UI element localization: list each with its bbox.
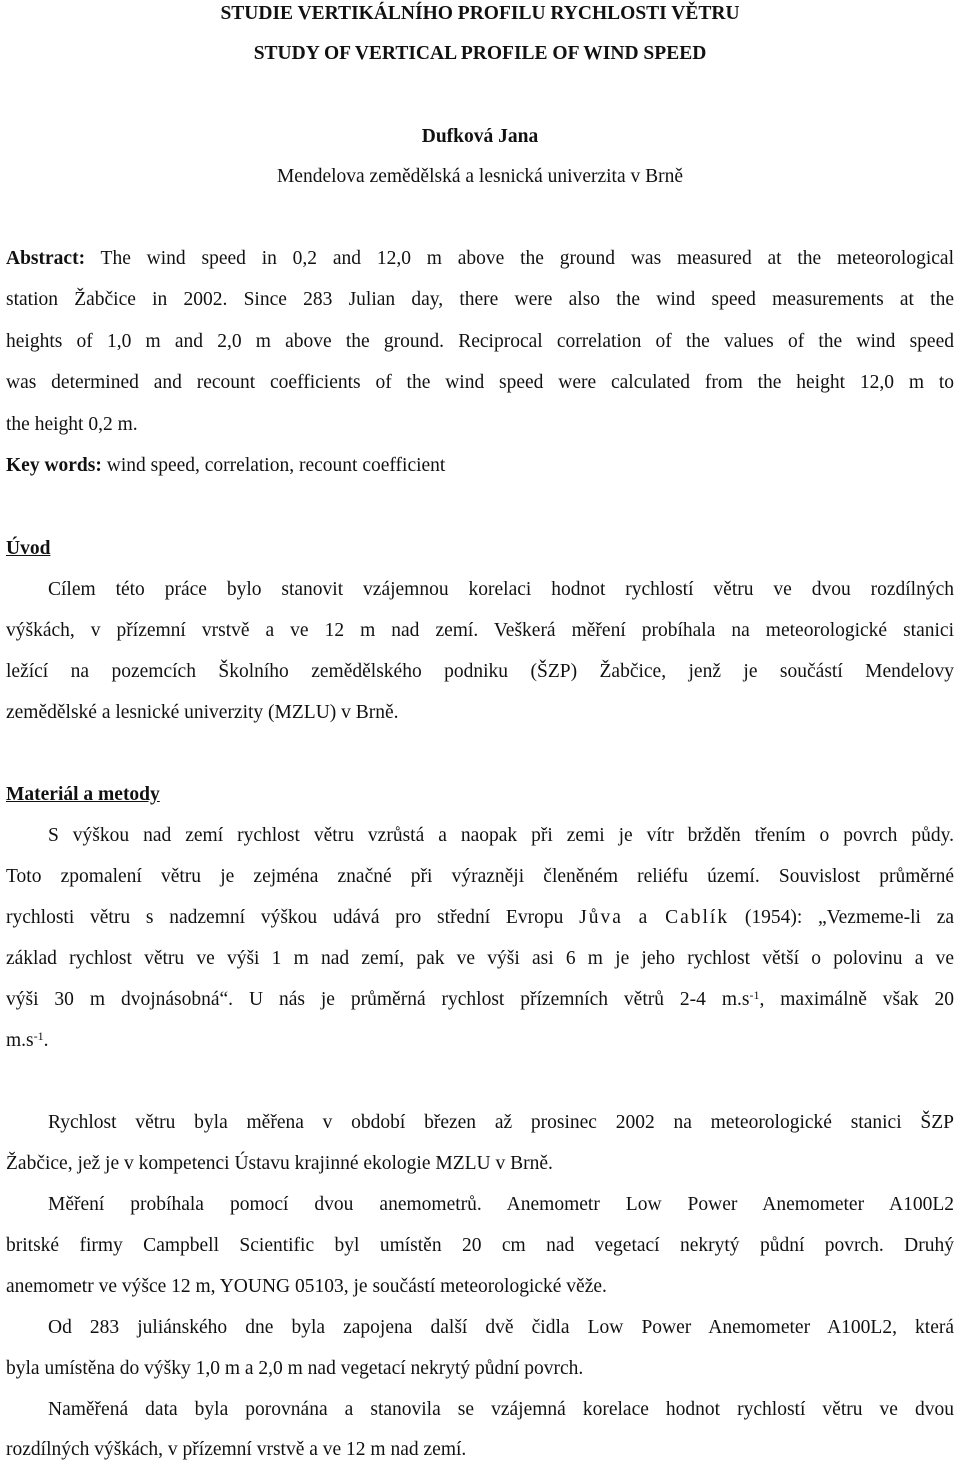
uvod-line-2: výškách, v přízemní vrstvě a ve 12 m nad zemí. Veškerá měření probíhala na meteorologické stanici bbox=[6, 620, 954, 641]
author-name: Dufková Jana bbox=[421, 126, 539, 147]
author-affiliation: Mendelova zemědělská a lesnická univerzita v Brně bbox=[276, 166, 684, 187]
abstract-line-2: station Žabčice in 2002. Since 283 Julian day, there were also the wind speed measurements at the bbox=[6, 289, 954, 310]
metody-p5-line-1: Naměřená data byla porovnána a stanovila se vzájemná korelace hodnot rychlostí větru ve dvou bbox=[48, 1399, 954, 1420]
uvod-line-4: zemědělské a lesnické univerzity (MZLU) v Brně. bbox=[6, 702, 399, 723]
metody-p3-line-2: britské firmy Campbell Scientific byl umístěn 20 cm nad vegetací nekrytý půdní povrch. Druhý bbox=[6, 1235, 954, 1256]
abstract-line-3: heights of 1,0 m and 2,0 m above the ground. Reciprocal correlation of the values of the wind speed bbox=[6, 331, 954, 352]
metody-p1-line-6: $m.s^{-1}$. bbox=[6, 1029, 49, 1051]
metody-p2-line-2: Žabčice, jež je v kompetenci Ústavu krajinné ekologie MZLU v Brně. bbox=[6, 1153, 553, 1174]
metody-p1-line-2: Toto zpomalení větru je zejména značné při výrazněji členěném reliéfu území. Souvislost průměrné bbox=[6, 866, 954, 887]
abstract-label: Abstract: bbox=[6, 248, 86, 269]
section-heading-uvod: Úvod bbox=[6, 538, 51, 559]
uvod-line-3: ležící na pozemcích Školního zemědělského podniku (ŠZP) Žabčice, jenž je součástí Mendelovy bbox=[6, 661, 954, 682]
metody-p4-line-2: byla umístěna do výšky 1,0 m a 2,0 m nad vegetací nekrytý půdní povrch. bbox=[6, 1358, 584, 1379]
abstract-line-4: was determined and recount coefficients of the wind speed were calculated from the height 12,0 m to bbox=[6, 372, 954, 393]
metody-p3-line-1: Měření probíhala pomocí dvou anemometrů. Anemometr Low Power Anemometer A100L2 bbox=[48, 1194, 954, 1215]
metody-p2-line-1: Rychlost větru byla měřena v období březen až prosinec 2002 na meteorologické stanici ŠZP bbox=[48, 1112, 954, 1133]
uvod-line-1: Cílem této práce bylo stanovit vzájemnou korelaci hodnot rychlostí větru ve dvou rozdílných bbox=[48, 579, 954, 600]
title-czech: STUDIE VERTIKÁLNÍHO PROFILU RYCHLOSTI VĚTRU bbox=[220, 3, 740, 24]
abstract-line-1: Abstract: The wind speed in 0,2 and 12,0 m above the ground was measured at the meteorological bbox=[6, 248, 954, 269]
title-english: STUDY OF VERTICAL PROFILE OF WIND SPEED bbox=[253, 43, 707, 64]
abstract-line-5: the height 0,2 m. bbox=[6, 414, 138, 435]
metody-p1-line-3: rychlosti větru s nadzemní výškou udává pro střední Evropu Jůva a Cablík (1954): „Vezmeme-li za bbox=[6, 907, 954, 928]
section-heading-metody: Materiál a metody bbox=[6, 784, 160, 805]
metody-p4-line-1: Od 283 juliánského dne byla zapojena další dvě čidla Low Power Anemometer A100L2, která bbox=[48, 1317, 954, 1338]
cited-author-cablik: Cablík bbox=[665, 907, 730, 928]
metody-p5-line-2: rozdílných výškách, v přízemní vrstvě a ve 12 m nad zemí. bbox=[6, 1439, 467, 1460]
keywords-label: Key words: bbox=[6, 455, 102, 476]
cited-author-juva: Jůva bbox=[579, 907, 623, 928]
metody-p1-line-1: S výškou nad zemí rychlost větru vzrůstá a naopak při zemi je vítr bržděn třením o povrch půdy. bbox=[48, 825, 954, 846]
metody-p1-line-4: základ rychlost větru ve výši 1 m nad zemí, pak ve výši asi 6 m je jeho rychlost větší o polovinu a ve bbox=[6, 948, 954, 969]
metody-p3-line-3: anemometr ve výšce 12 m, YOUNG 05103, je součástí meteorologické věže. bbox=[6, 1276, 607, 1297]
metody-p1-line-5: výši 30 m dvojnásobná“. U nás je průměrná rychlost přízemních větrů 2-4 $m.s^{-1}$, maximálně však 20 bbox=[6, 988, 954, 1010]
keywords-line: Key words: wind speed, correlation, recount coefficient bbox=[6, 455, 446, 476]
